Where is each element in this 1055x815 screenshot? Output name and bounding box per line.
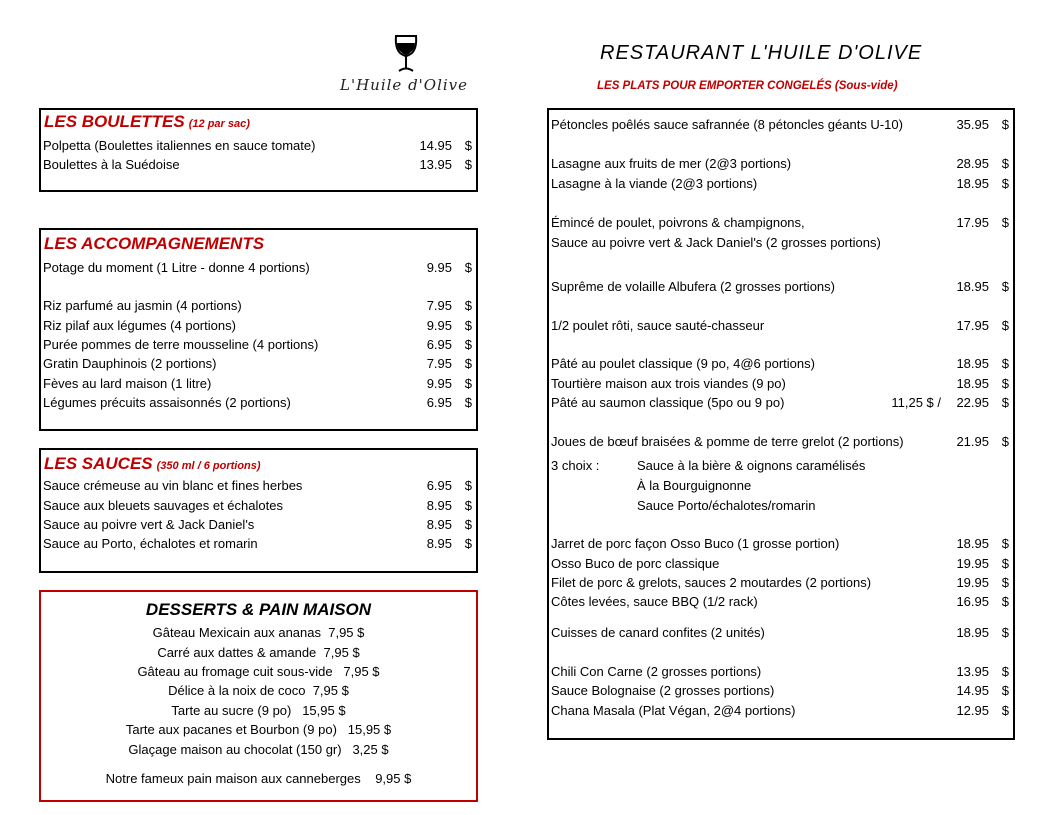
- item-price: 16.95: [956, 594, 989, 609]
- menu-item: [551, 573, 1009, 592]
- currency: $: [1001, 594, 1009, 609]
- currency: $: [1001, 376, 1009, 391]
- menu-item: [551, 554, 1009, 573]
- currency: $: [464, 318, 472, 333]
- item-name: Lasagne aux fruits de mer (2@3 portions): [551, 156, 792, 171]
- item-price: 14.95: [956, 683, 989, 698]
- item-price: 28.95: [956, 156, 989, 171]
- item-name: Pétoncles poêlés sauce safrannée (8 pétoncles géants U-10): [551, 117, 903, 132]
- menu-item: [551, 213, 1009, 232]
- item-price: 15,95 $: [302, 703, 346, 718]
- item-price: 8.95: [426, 498, 452, 513]
- item-price: 19.95: [956, 575, 989, 590]
- item-name: Pâté au saumon classique (5po ou 9 po): [551, 395, 785, 410]
- menu-item: [551, 623, 1009, 642]
- item-name: Tarte aux pacanes et Bourbon (9 po): [125, 722, 337, 737]
- boulettes-title: [44, 112, 250, 132]
- bread-item: [41, 769, 476, 788]
- menu-item: [551, 316, 1009, 335]
- menu-item: [43, 136, 472, 155]
- item-name: Sauce crémeuse au vin blanc et fines herbes: [43, 478, 303, 493]
- item-name: Carré aux dattes & amande: [157, 645, 317, 660]
- item-price: 12.95: [956, 703, 989, 718]
- item-price: 8.95: [426, 536, 452, 551]
- menu-item: [43, 354, 472, 373]
- currency: $: [1001, 556, 1009, 571]
- item-name: Gratin Dauphinois (2 portions): [43, 356, 217, 371]
- item-name: Polpetta (Boulettes italiennes en sauce tomate): [43, 138, 316, 153]
- item-name: Purée pommes de terre mousseline (4 portions): [43, 337, 319, 352]
- sauces-section: [39, 448, 478, 573]
- item-price: 35.95: [956, 117, 989, 132]
- currency: $: [464, 376, 472, 391]
- currency: $: [1001, 215, 1009, 230]
- item-price: 6.95: [426, 478, 452, 493]
- item-name: Filet de porc & grelots, sauces 2 moutardes (2 portions): [551, 575, 872, 590]
- item-price: 7.95: [426, 298, 452, 313]
- currency: $: [1001, 395, 1009, 410]
- item-name: Sauce au Porto, échalotes et romarin: [43, 536, 258, 551]
- choice-option: Sauce Porto/échalotes/romarin: [637, 498, 816, 513]
- dessert-item: [41, 740, 476, 759]
- menu-item: [551, 393, 1009, 412]
- currency: $: [1001, 279, 1009, 294]
- menu-item: [43, 393, 472, 412]
- item-name: Riz pilaf aux légumes (4 portions): [43, 318, 236, 333]
- currency: $: [464, 356, 472, 371]
- item-name: Gâteau au fromage cuit sous-vide: [137, 664, 333, 679]
- dessert-item: [41, 681, 476, 700]
- desserts-title: DESSERTS & PAIN MAISON: [145, 600, 372, 619]
- item-price: 6.95: [426, 337, 452, 352]
- item-price: 18.95: [956, 625, 989, 640]
- item-name: Sauce au poivre vert & Jack Daniel's: [43, 517, 255, 532]
- item-price: 7,95 $: [343, 664, 380, 679]
- menu-item: [551, 681, 1009, 700]
- menu-item: [551, 432, 1009, 451]
- item-price: 21.95: [956, 434, 989, 449]
- item-name: Jarret de porc façon Osso Buco (1 grosse portion): [551, 536, 840, 551]
- choice-option: À la Bourguignonne: [637, 478, 752, 493]
- currency: $: [464, 260, 472, 275]
- item-name: Sauce Bolognaise (2 grosses portions): [551, 683, 775, 698]
- menu-item: [551, 662, 1009, 681]
- currency: $: [464, 337, 472, 352]
- item-price: 17.95: [956, 318, 989, 333]
- dessert-item: [41, 623, 476, 642]
- item-price: 7.95: [426, 356, 452, 371]
- menu-item: [43, 335, 472, 354]
- menu-item: [551, 701, 1009, 720]
- item-price: 8.95: [426, 517, 452, 532]
- menu-item: [551, 277, 1009, 296]
- item-price: 7,95 $: [312, 683, 349, 698]
- menu-item: [43, 316, 472, 335]
- plats-section: [547, 108, 1015, 740]
- item-name: Boulettes à la Suédoise: [43, 157, 180, 172]
- menu-item-continuation: [551, 233, 1009, 252]
- item-price: 9.95: [426, 318, 452, 333]
- item-price: 9,95 $: [375, 771, 412, 786]
- menu-item: [43, 258, 472, 277]
- menu-item: [551, 115, 1009, 134]
- item-name: Côtes levées, sauce BBQ (1/2 rack): [551, 594, 758, 609]
- currency: $: [1001, 536, 1009, 551]
- menu-item: [551, 154, 1009, 173]
- menu-item: [551, 592, 1009, 611]
- menu-item: [551, 534, 1009, 553]
- boulettes-section: [39, 108, 478, 192]
- currency: $: [1001, 176, 1009, 191]
- choices-label: 3 choix :: [551, 458, 600, 473]
- choice-row: [551, 476, 1009, 495]
- currency: $: [464, 498, 472, 513]
- currency: $: [1001, 434, 1009, 449]
- item-price: 22.95: [956, 395, 989, 410]
- item-price: 9.95: [426, 376, 452, 391]
- item-price: 3,25 $: [352, 742, 389, 757]
- item-name: Sauce au poivre vert & Jack Daniel's (2 grosses portions): [551, 235, 881, 250]
- currency: $: [464, 517, 472, 532]
- item-price: 15,95 $: [347, 722, 392, 737]
- item-name: Riz parfumé au jasmin (4 portions): [43, 298, 242, 313]
- item-price: 17.95: [956, 215, 989, 230]
- item-name: Gâteau Mexicain aux ananas: [152, 625, 321, 640]
- logo-text: L'Huile d'Olive: [340, 76, 469, 94]
- dessert-item: [41, 662, 476, 681]
- item-price: 18.95: [956, 356, 989, 371]
- item-price: 13.95: [956, 664, 989, 679]
- menu-subtitle: LES PLATS POUR EMPORTER CONGELÉS (Sous-vide): [597, 80, 898, 92]
- restaurant-title: RESTAURANT L'HUILE D'OLIVE: [600, 42, 923, 64]
- accompagnements-title: LES ACCOMPAGNEMENTS: [44, 234, 265, 253]
- item-name: Glaçage maison au chocolat (150 gr): [128, 742, 342, 757]
- item-name: Fèves au lard maison (1 litre): [43, 376, 212, 391]
- choice-row: [551, 496, 1009, 515]
- boulettes-note: (12 par sac): [188, 118, 250, 130]
- sauces-note: (350 ml / 6 portions): [156, 460, 261, 472]
- sauces-title-text: LES SAUCES: [44, 454, 153, 473]
- dessert-item: [41, 701, 476, 720]
- item-name: Délice à la noix de coco: [168, 683, 306, 698]
- currency: $: [1001, 703, 1009, 718]
- menu-item: [43, 496, 472, 515]
- accompagnements-section: [39, 228, 478, 431]
- menu-item: [551, 354, 1009, 373]
- item-price: 14.95: [419, 138, 452, 153]
- item-name: Suprême de volaille Albufera (2 grosses portions): [551, 279, 835, 294]
- menu-item: [43, 476, 472, 495]
- item-name: Potage du moment (1 Litre - donne 4 portions): [43, 260, 310, 275]
- item-price: 9.95: [426, 260, 452, 275]
- item-name: Pâté au poulet classique (9 po, 4@6 portions): [551, 356, 815, 371]
- menu-item: [551, 374, 1009, 393]
- currency: $: [464, 478, 472, 493]
- item-alt-price: 11,25 $ /: [891, 395, 941, 410]
- item-price: 6.95: [426, 395, 452, 410]
- item-name: Tourtière maison aux trois viandes (9 po): [551, 376, 786, 391]
- item-price: 7,95 $: [323, 645, 360, 660]
- desserts-section: [39, 590, 478, 802]
- choice-row: [551, 456, 1009, 475]
- item-name: Joues de bœuf braisées & pomme de terre grelot (2 portions): [551, 434, 904, 449]
- currency: $: [1001, 664, 1009, 679]
- item-name: Chana Masala (Plat Végan, 2@4 portions): [551, 703, 796, 718]
- item-name: Légumes précuits assaisonnés (2 portions): [43, 395, 291, 410]
- menu-item: [43, 374, 472, 393]
- item-name: Lasagne à la viande (2@3 portions): [551, 176, 758, 191]
- item-price: 7,95 $: [328, 625, 365, 640]
- item-name: Tarte au sucre (9 po): [171, 703, 292, 718]
- currency: $: [1001, 575, 1009, 590]
- item-price: 19.95: [956, 556, 989, 571]
- currency: $: [464, 138, 472, 153]
- item-name: Notre fameux pain maison aux canneberges: [105, 771, 361, 786]
- item-name: Sauce aux bleuets sauvages et échalotes: [43, 498, 283, 513]
- currency: $: [464, 298, 472, 313]
- item-name: Chili Con Carne (2 grosses portions): [551, 664, 762, 679]
- currency: $: [1001, 356, 1009, 371]
- wine-glass-icon: [392, 34, 420, 74]
- currency: $: [1001, 683, 1009, 698]
- choice-option: Sauce à la bière & oignons caramélisés: [637, 458, 866, 473]
- item-name: Cuisses de canard confites (2 unités): [551, 625, 765, 640]
- item-price: 18.95: [956, 176, 989, 191]
- currency: $: [464, 157, 472, 172]
- menu-item: [43, 515, 472, 534]
- dessert-item: [41, 643, 476, 662]
- item-price: 18.95: [956, 536, 989, 551]
- dessert-item: [41, 720, 476, 739]
- item-price: 18.95: [956, 376, 989, 391]
- currency: $: [464, 395, 472, 410]
- item-name: Émincé de poulet, poivrons & champignons,: [551, 215, 805, 230]
- currency: $: [1001, 625, 1009, 640]
- item-price: 13.95: [419, 157, 452, 172]
- menu-item: [43, 155, 472, 174]
- currency: $: [1001, 318, 1009, 333]
- currency: $: [1001, 117, 1009, 132]
- sauces-title: [44, 454, 261, 474]
- menu-item: [43, 296, 472, 315]
- boulettes-title-text: LES BOULETTES: [44, 112, 185, 131]
- currency: $: [464, 536, 472, 551]
- item-price: 18.95: [956, 279, 989, 294]
- menu-item: [43, 534, 472, 553]
- menu-item: [551, 174, 1009, 193]
- currency: $: [1001, 156, 1009, 171]
- item-name: 1/2 poulet rôti, sauce sauté-chasseur: [551, 318, 765, 333]
- item-name: Osso Buco de porc classique: [551, 556, 720, 571]
